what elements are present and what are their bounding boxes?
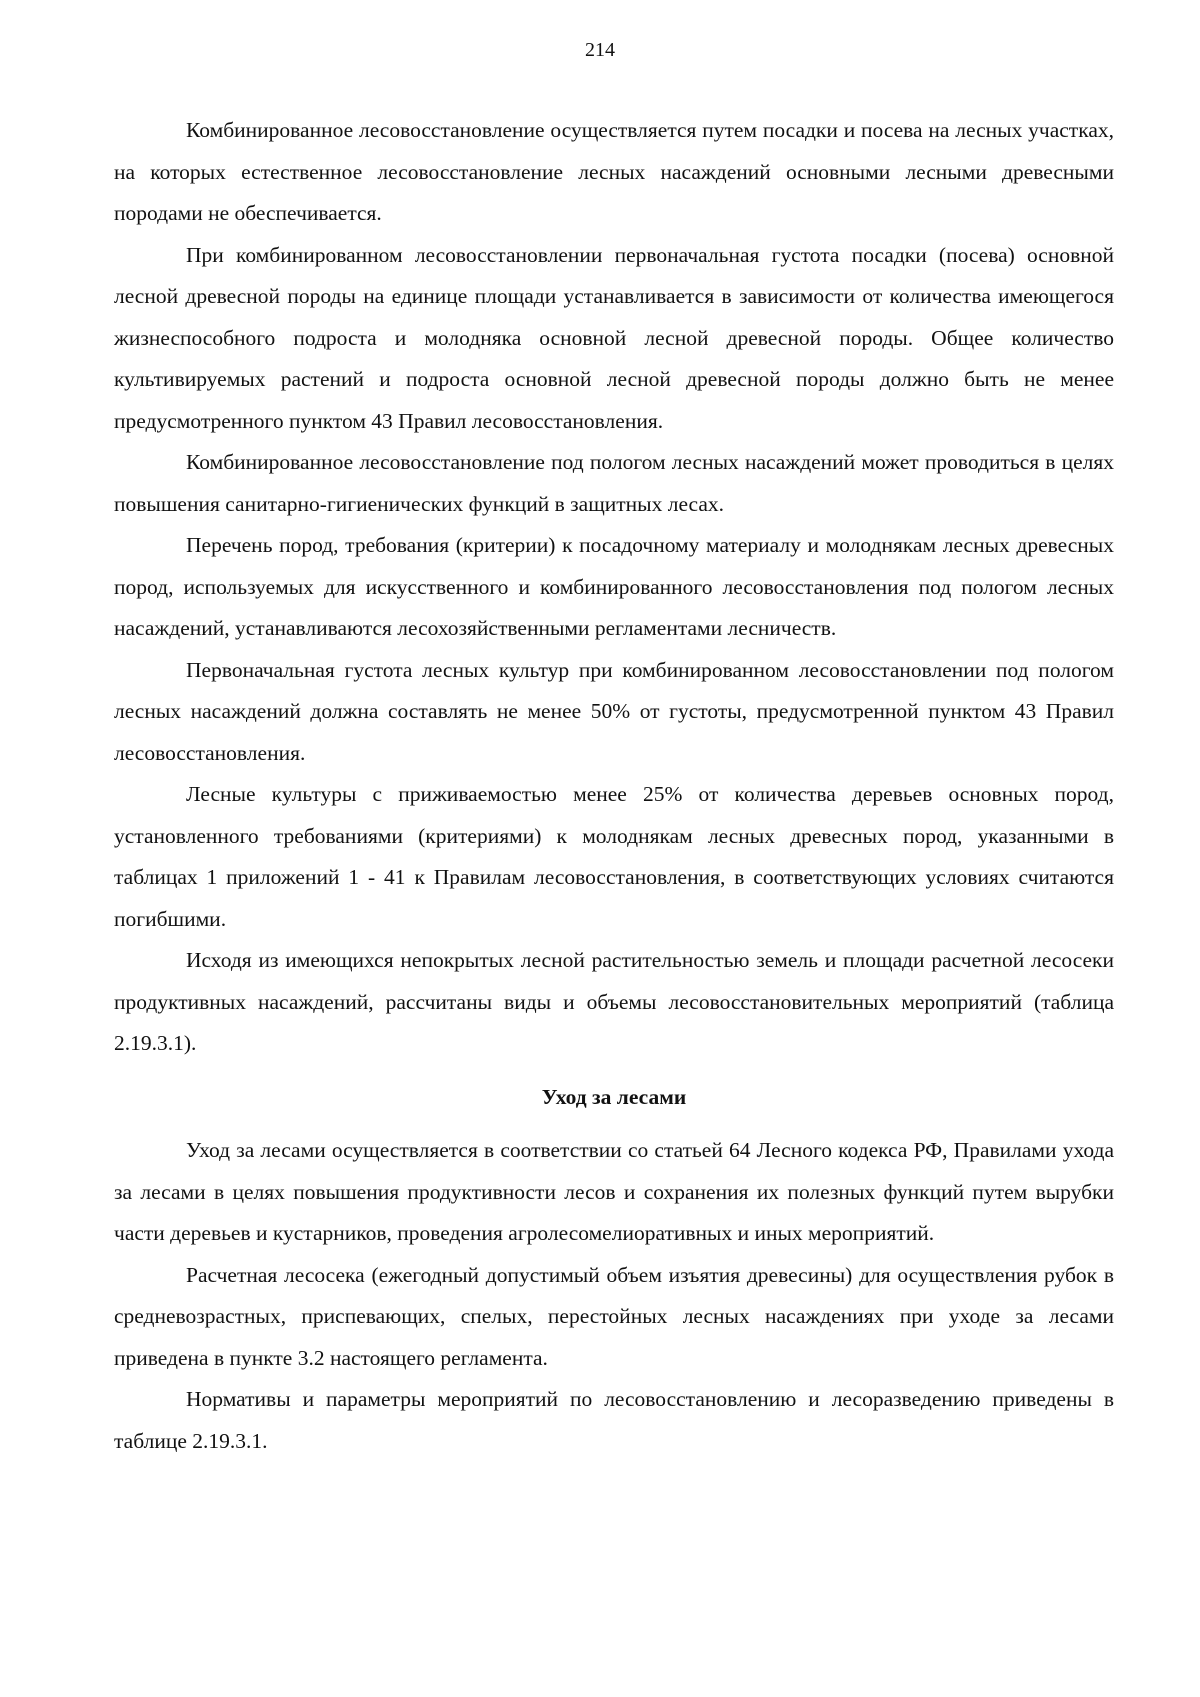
paragraph-standards-reference: Нормативы и параметры мероприятий по лесовосстановлению и лесоразведению приведены в таблице 2.19.3.1. xyxy=(114,1387,1114,1453)
paragraph-initial-planting-density: При комбинированном лесовосстановлении первоначальная густота посадки (посева) основной лесной древесной породы на единице площади устанавливается в зависимости от количества имеющегося жизнеспособного подроста и молодняка основной лесной древесной породы. Общее количество культивируемых растений и подроста основной лесной древесной породы должно быть не менее предусмотренного пунктом 43 Правил лесовосстановления. xyxy=(114,242,1114,433)
paragraph-under-canopy-density: Первоначальная густота лесных культур при комбинированном лесовосстановлении под пологом лесных насаждений должна составлять не менее 50% от густоты, предусмотренной пунктом 43 Правил лесовосстановления. xyxy=(114,657,1114,765)
paragraph-failed-plantations: Лесные культуры с приживаемостью менее 25% от количества деревьев основных пород, установленного требованиями (критериями) к молоднякам лесных древесных пород, указанными в таблицах 1 приложений 1 - 41 к Правилам лесовосстановления, в соответствующих условиях считаются погибшими. xyxy=(114,782,1114,931)
paragraph-under-canopy-reforestation: Комбинированное лесовосстановление под пологом лесных насаждений может проводиться в целях повышения санитарно-гигиенических функций в защитных лесах. xyxy=(114,450,1114,516)
paragraph-reforestation-volumes: Исходя из имеющихся непокрытых лесной растительностью земель и площади расчетной лесосеки продуктивных насаждений, рассчитаны виды и объемы лесовосстановительных мероприятий (таблица 2.19.3.1). xyxy=(114,948,1114,1055)
paragraph-forest-care-legal-basis: Уход за лесами осуществляется в соответствии со статьей 64 Лесного кодекса РФ, Правилами ухода за лесами в целях повышения продуктивности лесов и сохранения их полезных функций путем вырубки части деревьев и кустарников, проведения агролесомелиоративных и иных мероприятий. xyxy=(114,1138,1114,1245)
page-body xyxy=(114,110,1114,1462)
paragraph-species-requirements: Перечень пород, требования (критерии) к посадочному материалу и молоднякам лесных древесных пород, используемых для искусственного и комбинированного лесовосстановления под пологом лесных насаждений, устанавливаются лесохозяйственными регламентами лесничеств. xyxy=(114,533,1114,640)
page-number: 214 xyxy=(585,39,615,61)
paragraph-combined-reforestation-definition: Комбинированное лесовосстановление осуществляется путем посадки и посева на лесных участках, на которых естественное лесовосстановление лесных насаждений основными лесными древесными породами не обеспечивается. xyxy=(114,118,1114,225)
section-heading: Уход за лесами xyxy=(541,1084,687,1109)
paragraph-allowable-cut: Расчетная лесосека (ежегодный допустимый объем изъятия древесины) для осуществления рубок в средневозрастных, приспевающих, спелых, перестойных лесных насаждениях при уходе за лесами приведена в пункте 3.2 настоящего регламента. xyxy=(114,1262,1114,1370)
